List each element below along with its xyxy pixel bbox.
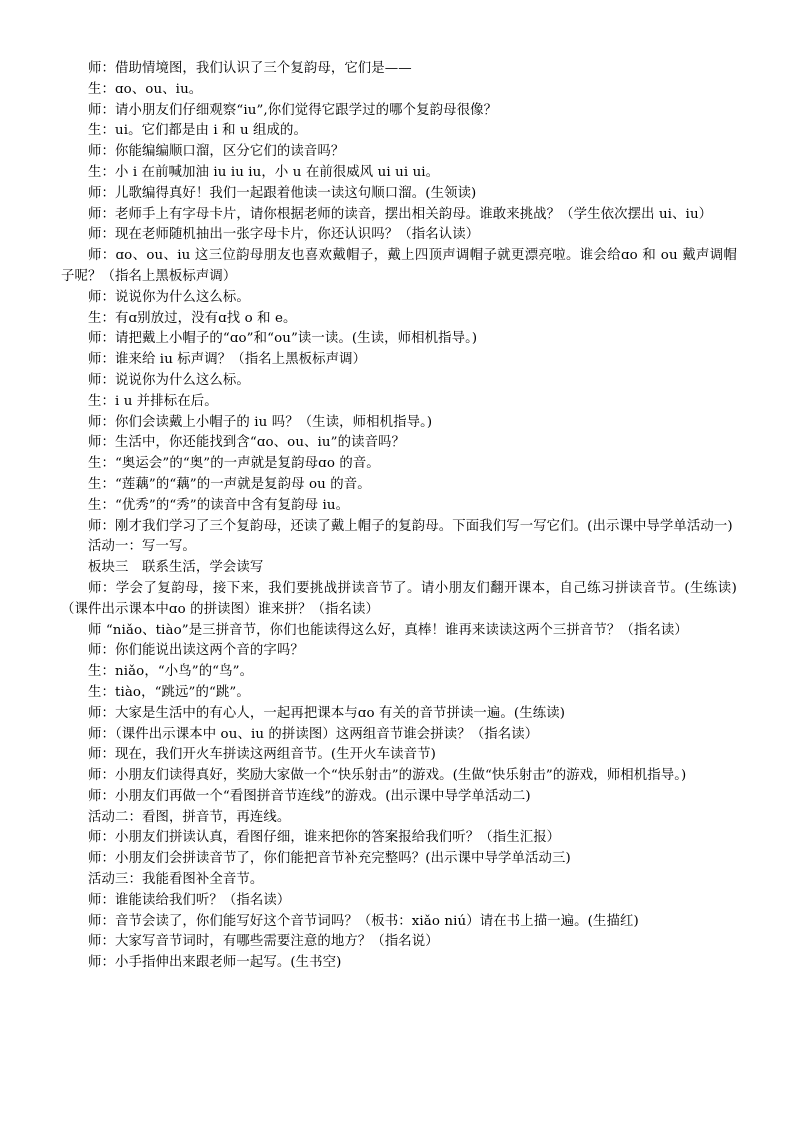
paragraph: 师：借助情境图，我们认识了三个复韵母，它们是—— xyxy=(88,61,412,76)
paragraph: 师：你们会读戴上小帽子的 iu 吗？（生读，师相机指导。) xyxy=(88,414,433,430)
paragraph: 师：谁来给 iu 标声调？（指名上黑板标声调） xyxy=(88,352,367,368)
paragraph: 师：音节会读了，你们能写好这个音节词吗？（板书：xiǎo niú）请在书上描一遍。(生描红) xyxy=(88,913,639,929)
paragraph: 生：i u 并排标在后。 xyxy=(88,393,218,409)
paragraph: 师：ɑo、ou、iu 这三位韵母朋友也喜欢戴帽子，戴上四顶声调帽子就更漂亮啦。谁会给ɑo 和 ou 戴声调帽子呢？（指名上黑板标声调） xyxy=(61,248,737,284)
paragraph: 师：请小朋友们仔细观察“iu”,你们觉得它跟学过的哪个复韵母很像？ xyxy=(88,102,498,118)
paragraph: 师：学会了复韵母，接下来，我们要挑战拼读音节了。请小朋友们翻开课本，自己练习拼读音节。(生练读)（课件出示课本中ɑo 的拼读图）谁来拼？（指名读） xyxy=(61,580,737,617)
paragraph: 师：你们能说出读这两个音的字吗？ xyxy=(88,643,304,659)
paragraph: 师：刚才我们学习了三个复韵母，还读了戴上帽子的复韵母。下面我们写一写它们。(出示课中导学单活动一) xyxy=(88,518,733,534)
paragraph: 师：生活中，你还能找到含“ɑo、ou、iu”的读音吗？ xyxy=(88,435,406,451)
paragraph: 生：tiào，“跳远”的“跳”。 xyxy=(88,684,250,700)
lesson-transcript xyxy=(61,59,737,974)
paragraph: 师：现在老师随机抽出一张字母卡片，你还认识吗？（指名认读） xyxy=(88,227,480,243)
paragraph: 师：小朋友们读得真好，奖励大家做一个“快乐射击”的游戏。(生做“快乐射击”的游戏，师相机指导。) xyxy=(88,768,687,784)
paragraph: 师：大家写音节词时，有哪些需要注意的地方？（指名说） xyxy=(88,934,439,950)
paragraph: 生：niǎo，“小鸟”的“鸟”。 xyxy=(88,664,254,680)
paragraph: 师：说说你为什么这么标。 xyxy=(88,372,250,388)
paragraph: 生：“莲藕”的“藕”的一声就是复韵母 ou 的音。 xyxy=(88,476,371,492)
paragraph: 活动二：看图，拼音节，再连线。 xyxy=(88,809,291,825)
paragraph: 师：儿歌编得真好！我们一起跟着他读一读这句顺口溜。(生领读) xyxy=(88,185,477,201)
paragraph: 师：谁能读给我们听？（指名读） xyxy=(88,892,291,908)
paragraph: 生：有ɑ别放过，没有ɑ找 o 和 e。 xyxy=(88,310,297,326)
paragraph: 师：老师手上有字母卡片，请你根据老师的读音，摆出相关韵母。谁敢来挑战？（学生依次摆出 ui、iu） xyxy=(88,206,713,222)
section-heading: 板块三 联系生活，学会读写 xyxy=(88,560,264,576)
paragraph: 活动三：我能看图补全音节。 xyxy=(88,872,264,888)
paragraph: 生：小 i 在前喊加油 iu iu iu，小 u 在前很威风 ui ui ui。 xyxy=(88,164,440,180)
paragraph: 师：小朋友们再做一个“看图拼音节连线”的游戏。(出示课中导学单活动二) xyxy=(88,788,531,804)
paragraph: 师：小手指伸出来跟老师一起写。(生书空) xyxy=(88,955,342,971)
paragraph: 活动一：写一写。 xyxy=(88,539,196,555)
paragraph: 师：小朋友们会拼读音节了，你们能把音节补充完整吗？(出示课中导学单活动三) xyxy=(88,851,571,867)
paragraph: 师：小朋友们拼读认真，看图仔细，谁来把你的答案报给我们听？（指生汇报） xyxy=(88,830,561,846)
paragraph: 师：你能编编顺口溜，区分它们的读音吗？ xyxy=(88,144,345,160)
paragraph: 师：大家是生活中的有心人，一起再把课本与ɑo 有关的音节拼读一遍。(生练读) xyxy=(88,705,566,721)
paragraph: 生：ɑo、ou、iu。 xyxy=(88,81,203,97)
paragraph: 师 “niǎo、tiào”是三拼音节，你们也能读得这么好，真棒！谁再来读读这两个三拼音节？（指名读） xyxy=(88,622,688,638)
paragraph: 师：（课件出示课本中 ou、iu 的拼读图）这两组音节谁会拼读？（指名读） xyxy=(88,726,539,742)
paragraph: 生：“优秀”的“秀”的读音中含有复韵母 iu。 xyxy=(88,497,350,513)
paragraph: 师：请把戴上小帽子的“ɑo”和“ou”读一读。(生读，师相机指导。) xyxy=(88,331,478,347)
paragraph: 生：“奥运会”的“奥”的一声就是复韵母ɑo 的音。 xyxy=(88,456,380,472)
paragraph: 师：现在，我们开火车拼读这两组音节。(生开火车读音节) xyxy=(88,747,436,763)
paragraph: 师：说说你为什么这么标。 xyxy=(88,289,250,305)
paragraph: 生：ui。它们都是由 i 和 u 组成的。 xyxy=(88,123,308,139)
